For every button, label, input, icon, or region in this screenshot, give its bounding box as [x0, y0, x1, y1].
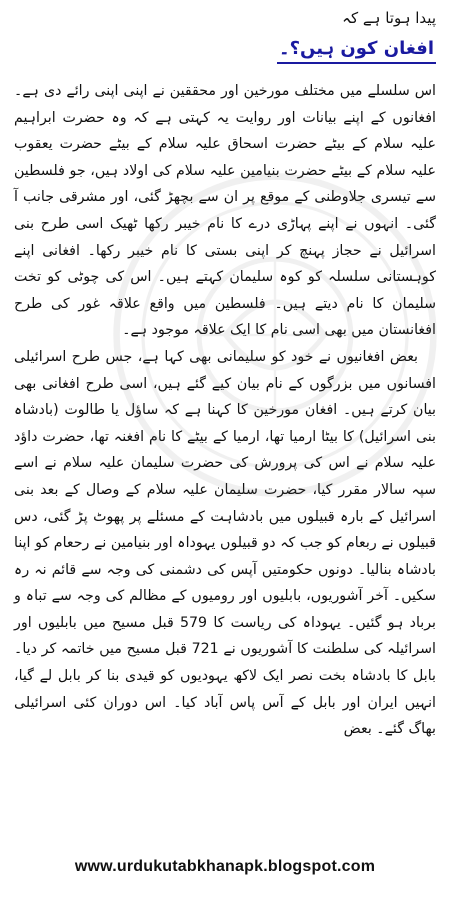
paragraph: بعض افغانیوں نے خود کو سلیمانی بھی کہا ہے، جس طرح اسرائیلی افسانوں میں بزرگوں کے نام بیان کیے گئے ہیں، اسی طرح افغانی بھی بیان کرتے ہیں۔ افغان مورخین کا کہنا ہے کہ ساؤل یا طالوت (بادشاہ بنی اسرائیل) کا بیٹا ارمیا تھا، ارمیا کے بیٹے کا نام افغنہ تھا، حضرت داؤد علیہ سلام نے اس کی پرورش کی حضرت سلیمان علیہ سلام نے اسے سپہ سالار مقرر کیا، حضرت سلیمان علیہ سلام کے وصال کے بعد بنی اسرائیل کے بارہ قبیلوں میں بادشاہت کے مسئلے پر پھوٹ پڑ گئی، دس قبیلوں نے ربعام کو جب کہ دو قبیلوں یہوداہ اور بنیامین نے رحعام کو اپنا بادشاہ بنالیا۔ دونوں حکومتیں آپس کی دشمنی کی وجہ سے قائم نہ رہ سکیں۔ آخر آشوریوں، بابلیوں اور رومیوں کے مظالم کی وجہ سے تباہ و برباد ہو گئیں۔ یہوداہ کی ریاست کا 579 قبل مسیح میں بابلیوں اور اسرائیلہ کی سلطنت کا آشوریوں نے 721 قبل مسیح میں خاتمہ کر دیا۔ بابل کا بادشاہ بخت نصر ایک لاکھ یہودیوں کو قیدی بنا کر بابل لے گیا، انہیں ایران اور بابل کے آس پاس آباد کیا۔ اس دوران کئی اسرائیلی بھاگ گئے۔ بعض	[14, 348, 436, 738]
section-heading: افغان کون ہیں؟۔	[277, 38, 436, 64]
paragraph: اس سلسلے میں مختلف مورخین اور محققین نے اپنی اپنی رائے دی ہے۔ افغانوں کے اپنے بیانات اور روایت یہ کہتی ہے کہ وہ حضرت ابراہیم علیہ سلام کے بیٹے حضرت اسحاق علیہ سلام کے بیٹے حضرت یعقوب علیہ سلام کے بیٹے حضرت بنیامین علیہ سلام کی اولاد ہیں، جو فلسطین سے تیسری جلاوطنی کے موقع پر ان سے بچھڑ گئی، اور مشرقی جانب آ گئی۔ انہوں نے اپنے پہاڑی درے کا نام خیبر رکھا ٹھیک اسی طرح بنی اسرائیل نے حجاز پہنچ کر اپنی بستی کا نام خیبر رکھا۔ افغانی اپنے کوہستانی سلسلہ کو کوہ سلیمان کہتے ہیں۔ اس کی چوٹی کو تخت سلیمان کا نام دیتے ہیں۔ فلسطین میں واقع علاقہ غور کی طرح افغانستان میں بھی اسی نام کا ایک علاقہ موجود ہے۔	[14, 83, 436, 339]
lead-text: پیدا ہوتا ہے کہ	[342, 9, 436, 27]
section-heading-row	[14, 34, 436, 78]
footer-url: www.urdukutabkhanapk.blogspot.com	[74, 858, 376, 875]
body-text	[14, 78, 436, 743]
